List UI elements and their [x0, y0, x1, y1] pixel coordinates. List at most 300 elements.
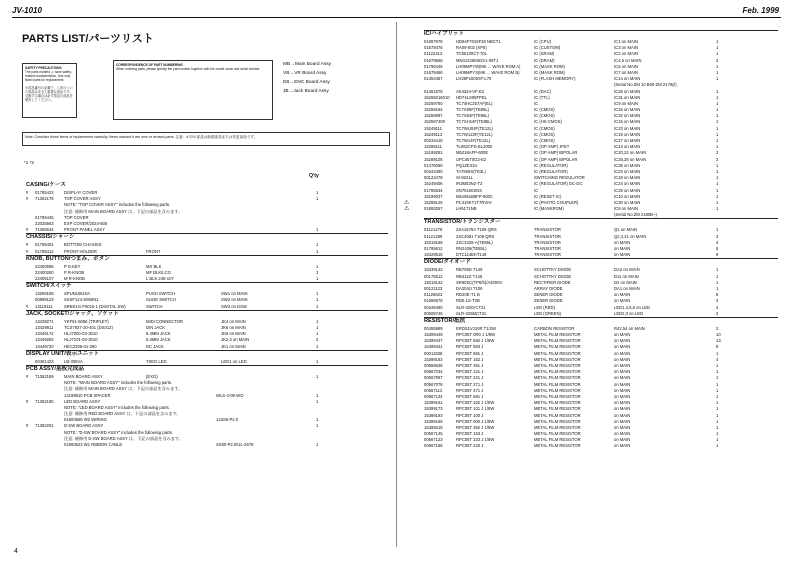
part-type: TRANSISTOR	[534, 246, 561, 251]
part-description: HLJ7101-03-3010	[64, 337, 98, 343]
board-location: on MAIN	[614, 400, 631, 406]
part-note: 注意: 補修用 D-SW BOARD ASSY は、下記の部品を含みます。	[64, 435, 183, 441]
part-number: 00567078	[424, 381, 443, 387]
part-description: DISPLAY COVER	[64, 190, 98, 195]
header-rule	[12, 17, 781, 18]
part-type: IC (MASKROM)	[534, 206, 564, 212]
part-type: METAL FILM RESISTOR	[534, 356, 581, 362]
part-description: TC7W14F(TE12L)	[456, 138, 491, 143]
section-title: DIODE/ダイオード	[424, 258, 764, 267]
board-location: on MAIN	[614, 350, 631, 356]
part-quantity: 1	[316, 325, 319, 330]
part-quantity: 1	[716, 131, 719, 137]
part-location: DC JACK	[146, 343, 164, 349]
part-number: 01451578	[424, 88, 443, 94]
part-quantity: 13	[716, 338, 721, 344]
part-quantity: 1	[316, 423, 319, 429]
part-type: METAL FILM RESISTOR	[534, 424, 581, 430]
part-quantity: 1	[716, 100, 719, 106]
board-location: JK5 on MAIN	[221, 325, 246, 330]
part-description: RPC05T 392 J 1/8W	[456, 424, 495, 430]
part-quantity: 1	[716, 107, 719, 113]
part-quantity: 1	[316, 227, 319, 233]
board-location: on MAIN	[614, 406, 631, 412]
section-title: SWITCH/スイッチ	[26, 282, 374, 291]
qty-header: Q'ty	[309, 173, 319, 179]
part-quantity: 1	[716, 267, 719, 273]
section-title: TRANSISTOR/トランジスター	[424, 218, 764, 227]
board-location: IC6 on MAIN	[614, 63, 638, 69]
part-description: RPC05T 220 J	[456, 443, 484, 449]
part-quantity: 1	[316, 318, 319, 324]
part-quantity: 1	[316, 331, 319, 337]
part-quantity: 2	[716, 325, 719, 331]
part-type: METAL FILM RESISTOR	[534, 332, 581, 338]
revision-mark: #	[26, 227, 29, 233]
part-note: 01893565 W2 WIRING	[64, 417, 107, 423]
part-description: RPC05T 000 J 1/8W	[456, 418, 495, 424]
part-quantity: 1	[716, 279, 719, 285]
part-number: 15249112	[424, 131, 443, 137]
part-description: RPC05T 152 J	[456, 356, 484, 362]
part-description: SLR-325VCT31	[456, 304, 486, 310]
part-note: NOTE: "LED BOARD ASSY" includes the following parts.	[64, 404, 170, 410]
board-location: on MAIN	[614, 393, 631, 399]
section-title: CHASSIS/シャーシ	[26, 233, 374, 242]
part-number: 15249111	[424, 125, 443, 131]
part-description: 2SC3326-A(TE85L)	[456, 239, 493, 245]
board-location: on MAIN	[614, 363, 631, 368]
part-note: NOTE: "TOP COVER ASSY" includes the following parts.	[64, 202, 171, 208]
part-type: METAL FILM RESISTOR	[534, 350, 581, 356]
part-note: 注意: 補修用 RED BOARD ASSY は、下記の部品を含みます。	[64, 411, 181, 417]
part-type: IC (DRAM)	[534, 57, 555, 63]
part-location: 6.3MM JACK	[146, 331, 171, 337]
part-quantity: 1	[716, 144, 719, 150]
board-location: on MAIN	[614, 338, 631, 344]
part-number: 15199037	[424, 193, 443, 199]
part-description: LH5171NB	[456, 206, 477, 212]
part-number: 15399437	[424, 338, 443, 344]
part-quantity: 10	[716, 332, 721, 338]
part-number: 15259780	[424, 100, 443, 106]
part-number: 00175512	[424, 273, 443, 279]
part-description: RD5.1S-T2B	[456, 298, 480, 304]
part-description: ERDS1VJ10R T1/2W	[456, 325, 496, 331]
board-location: IC2 on MAIN	[614, 51, 638, 57]
part-description: FRONT HOLDER	[64, 248, 97, 254]
part-quantity: 6	[716, 292, 719, 298]
part-type: TRANSISTOR	[534, 233, 561, 239]
part-description: HLJ7000-03-3010	[64, 331, 98, 337]
part-type: IC (OP AMP) BIPOLAR	[534, 150, 578, 156]
part-description: SLR-325MCT31	[456, 310, 487, 316]
part-type: IC (REGULATOR)	[534, 168, 568, 174]
board-location: on MAIN	[614, 418, 631, 424]
part-number: 15259184	[424, 107, 443, 113]
part-quantity: 1	[716, 393, 719, 399]
board-location: on MAIN	[614, 356, 631, 362]
jp-box	[80, 60, 108, 120]
part-note: 注意: 補修用 MAIN BOARD ASSY は、下記の部品を含みます。	[64, 208, 183, 214]
part-number: 00451423	[35, 358, 54, 364]
board-location: on MAIN	[614, 332, 631, 338]
part-type: IC (CUSTOM)	[534, 45, 561, 51]
part-number: 00455989	[424, 325, 443, 331]
part-description: LH28F160S5T-L70	[456, 76, 492, 82]
part-description: FRONT PANEL ASSY	[64, 227, 105, 233]
part-description: EXP COVER/2024-505	[64, 220, 108, 226]
part-quantity: 1	[316, 392, 319, 398]
board-location: on MAIN	[614, 369, 631, 375]
part-type: IC (OP AMP) JFET	[534, 144, 570, 150]
part-quantity: 1	[716, 381, 719, 387]
part-description: UPC4570G2-E2	[456, 156, 487, 162]
part-type: METAL FILM RESISTOR	[534, 431, 581, 437]
board-location: IC25,28 on MAIN	[614, 156, 647, 162]
part-description: RPC05T 681 J	[456, 393, 484, 399]
part-number: 00122478	[424, 175, 443, 181]
part-type: IC (CMOS)	[534, 138, 555, 143]
part-description: RPC05T 102 J 1/8W	[456, 400, 495, 406]
part-quantity: 1	[716, 193, 719, 199]
board-location: on MAIN	[614, 246, 631, 251]
section-title: DISPLAY UNIT/表示ユニット	[26, 350, 374, 359]
part-quantity: 1	[716, 113, 719, 119]
part-number: 01796445	[424, 63, 443, 69]
part-location: L BLK 248-107	[146, 276, 174, 282]
part-number: 15019142	[424, 279, 443, 285]
part-quantity: 1	[716, 206, 719, 212]
part-quantity: 1	[716, 63, 719, 69]
part-type: METAL FILM RESISTOR	[534, 406, 581, 412]
revision-mark: #	[26, 242, 29, 248]
part-location: 7SEG LED	[146, 358, 167, 364]
part-number: 15399193	[424, 412, 443, 418]
part-description: DTC114EKT146	[456, 252, 487, 258]
board-location: on MAIN	[614, 239, 631, 245]
part-number: 01785534	[424, 187, 443, 193]
part-type: IC	[534, 187, 539, 193]
part-quantity: 1	[316, 291, 319, 297]
part-number: 00567145	[424, 431, 443, 437]
board-location: IC18 on MAIN	[614, 175, 641, 181]
page-number: 4	[14, 548, 18, 555]
part-location: FRONT	[146, 248, 161, 254]
part-description: MAIN BOARD ASSY	[64, 373, 103, 379]
part-number: 01121278	[424, 227, 443, 233]
part-description: SR60SC(TP8/5)/A4000V	[456, 279, 503, 285]
part-quantity: 1	[316, 398, 319, 404]
part-description: RB705D T146	[456, 267, 483, 273]
part-description: RPC05T 121 J	[456, 369, 484, 375]
part-number: 15259087	[424, 113, 443, 119]
part-quantity: 4	[716, 356, 719, 362]
part-description: LH09MPYS(MK ... WAVE ROM B)	[456, 69, 520, 75]
part-quantity: 1	[716, 375, 719, 381]
part-description: RPC05T 221 J	[456, 375, 484, 381]
part-quantity: 1	[316, 442, 319, 447]
part-type: IC (PHOTO COUPLER)	[534, 199, 579, 205]
part-description: RPC05T 391 J	[456, 363, 484, 368]
part-description: SSSF124-S060N1	[64, 297, 99, 303]
part-quantity: 1	[716, 400, 719, 406]
part-description: TC7SH14F(TE85L)	[456, 119, 493, 125]
part-number: 01785445	[35, 214, 54, 220]
part-number: 01785423	[35, 190, 54, 195]
part-location: SX50-P2.0/UL-2678	[216, 442, 254, 447]
part-note: NOTE: "MAIN BOARD ASSY" includes the following parts.	[64, 380, 173, 386]
part-type: METAL FILM RESISTOR	[534, 393, 581, 399]
part-quantity: 1	[716, 412, 719, 418]
part-quantity: 1	[716, 227, 719, 233]
table-row	[424, 443, 764, 449]
part-type: IC (SRAM)	[534, 51, 555, 57]
part-number: 13429271	[35, 318, 54, 324]
part-type: IC (RESET IC)	[534, 193, 562, 199]
board-location: IC32 on MAIN	[614, 113, 641, 119]
board-location: on MAIN	[614, 381, 631, 387]
board-location: Q1 on MAIN	[614, 227, 638, 233]
part-number: 15399183	[424, 356, 443, 362]
part-quantity: 4	[716, 239, 719, 245]
part-note: 01893523 W1 RIBBON CABLE	[64, 442, 123, 447]
part-quantity: 1	[716, 285, 719, 291]
part-quantity: 4	[716, 298, 719, 304]
board-location: on MAIN	[614, 431, 631, 437]
part-description: TCS7927-20-401 (DS412)	[64, 325, 113, 330]
board-location: LED1 on LED	[221, 358, 247, 364]
section-title: PCB ASSY/基板完成品	[26, 365, 374, 374]
part-quantity: 1	[716, 443, 719, 449]
part-quantity: 8	[716, 246, 719, 251]
board-location: D11 on MAIN	[614, 273, 639, 279]
board-location: IC7 on MAIN	[614, 69, 638, 75]
part-number: 01476050	[424, 162, 443, 168]
board-location: on MAIN	[614, 437, 631, 443]
part-quantity: 1	[316, 196, 319, 202]
part-number: 01565678	[424, 298, 443, 304]
part-description: BOTTOM CHASSIS	[64, 242, 102, 248]
part-description: RPC05T 681 J	[456, 350, 484, 356]
part-type: TRANSISTOR	[534, 252, 561, 258]
part-number: 71362178	[35, 196, 54, 202]
part-number: 13429911	[35, 325, 54, 330]
part-quantity: 9	[716, 252, 719, 258]
part-description: HD64F7016F28 NBCT1	[456, 39, 501, 44]
part-description: IR3M03N2-T2	[456, 181, 483, 187]
part-number: 15319168	[424, 239, 443, 245]
part-number: 71362189	[35, 373, 54, 379]
legend-item: EB→ENC Board Assy	[283, 80, 330, 85]
part-description: YKF51-5066 (TRIPLET)	[64, 318, 109, 324]
section-title: KNOB, BUTTON/つまみ、ボタン	[26, 255, 374, 264]
part-description: RPC05T 100 J	[456, 412, 484, 418]
part-number: 00567112	[424, 387, 443, 393]
part-type: METAL FILM RESISTOR	[534, 437, 581, 443]
part-number: 22400595	[35, 263, 54, 269]
part-number: 15399173	[424, 406, 443, 412]
part-number: 01454467	[424, 76, 443, 82]
safety-box-text: The parts marked ⚠ have safety-related characteristics. Use only listed parts for replacement.	[25, 70, 72, 82]
part-description: RPC05T 101 J 1/8W	[456, 406, 495, 412]
part-quantity: 1	[316, 242, 319, 248]
part-description: M R-KNOB	[64, 276, 85, 282]
page-title: PARTS LIST/パーツリスト	[22, 33, 154, 45]
part-quantity: 4	[716, 304, 719, 310]
part-type: IC (MASK ROM)	[534, 69, 565, 75]
board-location: IC4,5 on MAIN	[614, 57, 642, 63]
part-quantity: 1	[716, 350, 719, 356]
part-quantity: 1	[716, 181, 719, 187]
board-location: R42,54 on MAIN	[614, 325, 645, 331]
left-column-header	[26, 172, 374, 181]
part-quantity: 3	[316, 269, 319, 275]
part-location: MIDI CONNECTOR	[146, 318, 183, 324]
part-number: 15399161	[424, 400, 443, 406]
part-type: METAL FILM RESISTOR	[534, 412, 581, 418]
board-location: IC10 on MAIN	[614, 193, 641, 199]
part-description: RD20E-T1 B	[456, 292, 480, 298]
part-number: 01121289	[424, 233, 443, 239]
part-number: 00567067	[424, 375, 443, 381]
part-description: M5218AFP-600E	[456, 150, 489, 156]
board-location: SW3 on DSW	[221, 303, 247, 309]
part-number: 15399441	[424, 344, 443, 350]
part-description: LED BOARD ASSY	[64, 398, 101, 404]
part-quantity: 1	[716, 431, 719, 437]
board-location: IC27 on MAIN	[614, 138, 641, 143]
part-type: IC (MASK ROM)	[534, 63, 565, 69]
board-location: IC16 on MAIN	[614, 107, 641, 113]
part-number: 71362190	[35, 398, 54, 404]
part-type: IC (OP AMP) BIPOLAR	[534, 156, 578, 162]
part-number: 15199261	[424, 150, 443, 156]
part-number: 13259169	[35, 291, 54, 297]
part-description: RPC05T 271 J	[456, 381, 484, 387]
part-number: 13449172	[35, 331, 54, 337]
part-description: P R-KNOB	[64, 269, 85, 275]
board-location: JK1 on MAIN	[221, 343, 246, 349]
part-description: SI-8221L	[456, 175, 473, 181]
part-type: SCHOTTKY DIODE	[534, 273, 572, 279]
column-divider	[396, 22, 397, 547]
part-quantity: 2	[716, 310, 719, 316]
part-type: METAL FILM RESISTOR	[534, 363, 581, 368]
part-description: HD74LS05FPEL	[456, 94, 487, 100]
part-number: 00567034	[424, 369, 443, 375]
board-location: on MAIN	[614, 387, 631, 393]
part-type: LED (RED)	[534, 304, 555, 310]
part-note: NOTE: "D-SW BOARD ASSY" includes the following parts.	[64, 429, 173, 435]
safety-warning-icon: ⚠	[404, 206, 410, 213]
correspondence-text: When ordering parts, please specify the part number together with the model name and serial number.	[116, 67, 261, 71]
part-quantity: 1	[716, 69, 719, 75]
part-quantity: 1	[716, 39, 719, 44]
legend-item: MB→Main Board Assy	[283, 62, 331, 67]
part-quantity: 1	[316, 297, 319, 303]
safety-box-jp: ※部品番号の記載で、△印のついた部品は安全上重要な部品です。交換する場合は必ず指定の部品を使用してください。	[25, 86, 73, 102]
part-quantity: 1	[716, 369, 719, 375]
section-title: CASING/ケース	[26, 182, 66, 188]
part-type: METAL FILM RESISTOR	[534, 338, 581, 344]
revision-mark: #	[26, 398, 29, 404]
part-quantity: 1	[716, 94, 719, 100]
part-quantity: 1	[316, 358, 319, 364]
part-quantity: 1	[316, 263, 319, 269]
part-number: 01785401	[35, 242, 54, 248]
part-type: METAL FILM RESISTOR	[534, 381, 581, 387]
part-quantity: 1	[716, 363, 719, 368]
board-location: IC31 on MAIN	[614, 94, 641, 100]
part-description: PQ1ZE31U	[456, 162, 478, 168]
part-number: 01679478	[424, 45, 443, 51]
table-row	[26, 442, 374, 448]
part-number: 13119111	[35, 303, 53, 309]
part-number: 71362201	[35, 423, 54, 429]
part-location: SLIDE SWITCH	[146, 297, 176, 303]
part-description: TOP COVER	[64, 214, 89, 220]
part-quantity: 1	[716, 418, 719, 424]
board-location: on MAIN	[614, 375, 631, 381]
board-location: DA2 on MAIN	[614, 267, 640, 273]
part-quantity: 1	[316, 343, 319, 349]
board-location: Q2,4,21 on MAIN	[614, 233, 647, 239]
board-location: on MAIN	[614, 424, 631, 430]
board-location: IC14 on MAIN	[614, 76, 641, 82]
part-description: HEC2305-01-250	[64, 343, 97, 349]
part-quantity: 1	[716, 88, 719, 94]
part-number: 01679556	[424, 57, 443, 63]
part-type: IC (CMOS)	[534, 125, 555, 131]
board-location: on MAIN	[614, 252, 631, 258]
board-location: JK6 on MAIN	[221, 331, 246, 337]
part-number: 15269216010	[424, 94, 450, 100]
part-description: RN2426(TE85L)	[456, 246, 487, 251]
part-type: METAL FILM RESISTOR	[534, 418, 581, 424]
part-number: 00121123	[424, 285, 443, 291]
safety-box-title: SAFETY PRECAUTIONS	[25, 66, 62, 70]
part-number: 22405107	[35, 276, 54, 282]
board-location: on MAIN	[614, 298, 631, 304]
part-description: LB-305VA	[64, 358, 83, 364]
part-number: 00567123	[424, 437, 443, 443]
part-number: 15339142	[424, 267, 443, 273]
board-location: (Serial No.ZM 10 B00-ZM 2179yl)	[614, 82, 677, 88]
part-type: IC (HS-CMOS)	[534, 119, 562, 125]
safety-warning-icon: ⚠	[404, 199, 410, 206]
part-type: IC	[534, 100, 539, 106]
part-type: IC (REGULATOR) DC-DC	[534, 181, 583, 187]
right-parts-column	[404, 30, 764, 450]
part-number: 00348490	[424, 304, 443, 310]
board-location: IC9 on MAIN	[614, 100, 638, 106]
part-description: DA204U T106	[456, 285, 483, 291]
part-description: P S-KEY	[64, 263, 81, 269]
revision-mark: #	[26, 196, 29, 202]
part-quantity: 1	[316, 373, 319, 379]
part-number: 15399169	[424, 418, 443, 424]
board-location: LED2,3 on LED	[614, 310, 644, 316]
part-number: 15289105	[424, 156, 443, 162]
part-number: 13449720	[35, 343, 54, 349]
section-title: RESISTOR/抵抗	[424, 317, 764, 326]
part-number: 00567134	[424, 393, 443, 399]
section-title: JACK, SOCKET/ジャック、ソケット	[26, 310, 374, 319]
board-location: on MAIN	[614, 292, 631, 298]
part-number: 01785412	[35, 248, 54, 254]
board-location: IC20,22 on MAIN	[614, 150, 647, 156]
